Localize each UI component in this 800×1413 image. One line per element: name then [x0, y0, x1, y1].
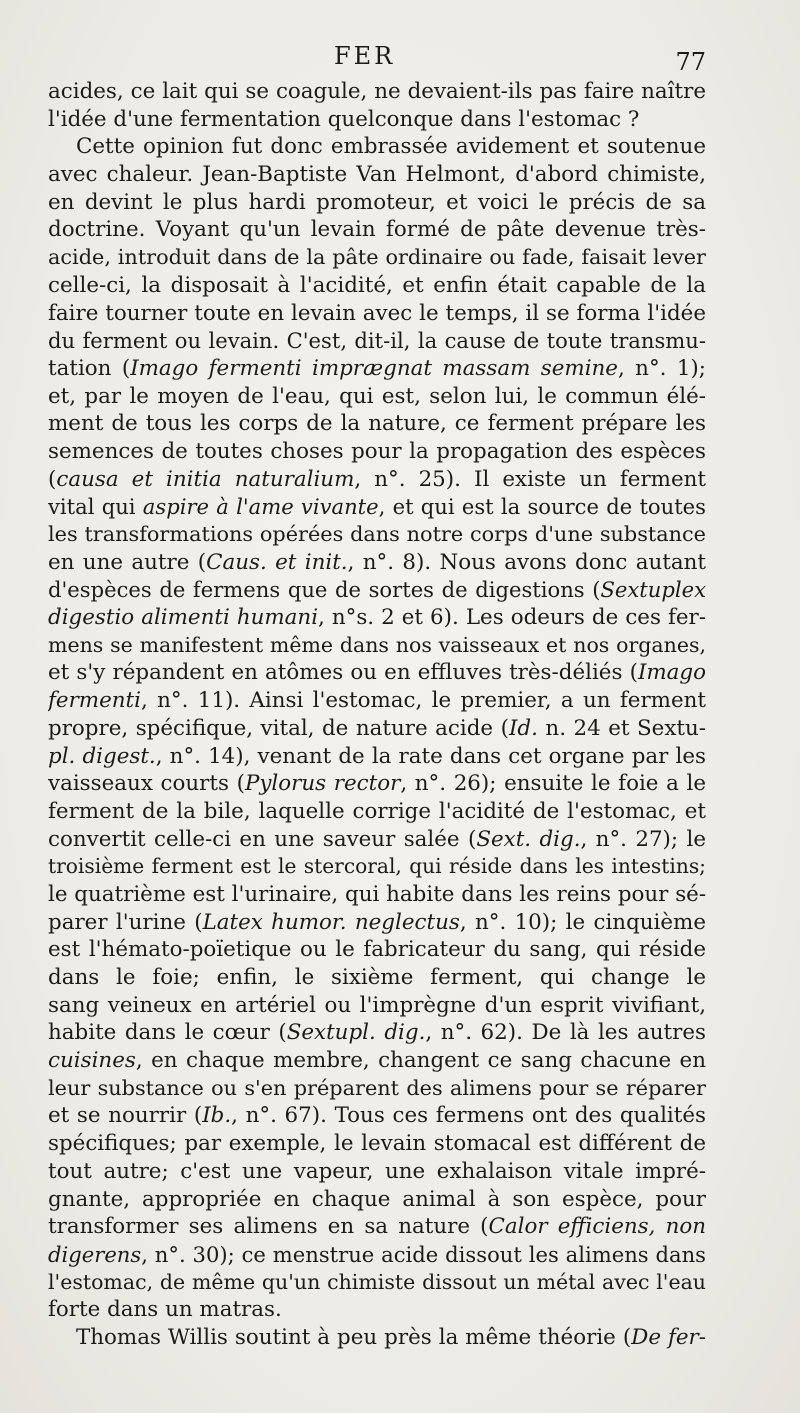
line-italic: Imago fermenti imprægnat massam semine [130, 355, 618, 381]
line-italic: Id. [508, 715, 538, 741]
line-roman: mens se manifestent même dans nos vaisseaux et nos organes, [48, 632, 706, 657]
line-roman: spécifiques; par exemple, le levain stomacal est différent de [48, 1131, 706, 1157]
line-roman: transformer ses alimens en sa nature ( [48, 1214, 489, 1240]
line-roman: ment de tous les corps de la nature, ce ferment prépare les [48, 411, 706, 437]
line-roman-after: , en chaque membre, changent ce sang chacune en [135, 1048, 706, 1074]
line-italic: pl. digest. [48, 743, 156, 769]
text-line [48, 521, 706, 549]
line-roman-after: , et qui est la source de toutes [378, 494, 706, 520]
text-line [48, 826, 706, 854]
line-italic: Latex humor. neglectus [202, 909, 460, 935]
text-line [48, 1269, 706, 1297]
line-roman: doctrine. Voyant qu'un levain formé de pâte devenue très- [48, 217, 706, 243]
line-roman: Thomas Willis soutint à peu près la même théorie ( [76, 1324, 632, 1350]
text-line [48, 244, 706, 272]
line-italic: Caus. et init. [206, 549, 348, 575]
text-line [48, 687, 706, 715]
line-roman-after: , n°. 25). Il existe un ferment [354, 466, 706, 492]
text-line [48, 1102, 706, 1130]
line-roman: propre, spécifique, vital, de nature acide ( [48, 715, 509, 741]
line-roman: et s'y répandent en atômes ou en effluves très-déliés ( [48, 660, 638, 686]
line-italic: Sextupl. dig. [286, 1020, 426, 1046]
line-roman: celle-ci, la disposait à l'acidité, et enfin était capable de la [48, 272, 706, 298]
line-roman: Cette opinion fut donc embrassée avidement et soutenue [76, 134, 706, 160]
text-line [48, 549, 706, 577]
text-line [48, 300, 706, 328]
text-line [48, 272, 706, 300]
line-roman: et, par le moyen de l'eau, qui est, selon lui, le commun élé- [48, 383, 706, 409]
line-roman-after: , n°. 14), venant de la rate dans cet organe par les [155, 743, 706, 769]
text-line [48, 466, 706, 494]
text-line [48, 410, 706, 438]
running-title: FER [334, 42, 396, 70]
text-line [48, 715, 706, 743]
text-line [48, 1213, 706, 1241]
text-line [48, 576, 706, 604]
line-roman: tout autre; c'est une vapeur, une exhalaison vitale impré- [48, 1158, 706, 1184]
text-line [48, 743, 706, 771]
line-italic: Calor efficiens, non [488, 1214, 706, 1240]
line-roman: vaisseaux courts ( [48, 771, 245, 797]
text-line [48, 1130, 706, 1158]
line-italic: cuisines [48, 1048, 136, 1074]
text-line [48, 1324, 706, 1352]
line-roman: en devint le plus hardi promoteur, et voici le précis de sa [48, 189, 706, 215]
line-roman: sang veineux en artériel ou l'imprègne d'un esprit vivifiant, [48, 992, 706, 1018]
line-roman-after: , n°s. 2 et 6). Les odeurs de ces fer- [318, 605, 706, 631]
line-roman: est l'hémato-poïetique ou le fabricateur du sang, qui réside [48, 937, 706, 963]
line-italic: causa et initia naturalium [56, 466, 355, 492]
text-line [48, 798, 706, 826]
line-italic: fermenti [48, 688, 141, 714]
text-line [48, 161, 706, 189]
line-roman: acide, introduit dans de la pâte ordinaire ou fade, faisait lever [48, 245, 706, 270]
text-line [48, 189, 706, 217]
line-roman-after: , n°. 11). Ainsi l'estomac, le premier, a un ferment [140, 688, 706, 714]
text-line [48, 1241, 706, 1269]
text-line [48, 964, 706, 992]
text-line [48, 909, 706, 937]
text-line [48, 1075, 706, 1103]
text-line [48, 1186, 706, 1214]
line-italic: digestio alimenti humani [48, 605, 319, 631]
line-roman: avec chaleur. Jean-Baptiste Van Helmont, d'abord chimiste, [48, 162, 706, 188]
text-line [48, 493, 706, 521]
line-roman: du ferment ou levain. C'est, dit-il, la cause de toute transmu- [48, 328, 706, 354]
text-line [48, 992, 706, 1020]
line-roman: troisième ferment est le stercoral, qui réside dans les intestins; [48, 854, 706, 879]
text-line [48, 78, 706, 106]
text-line [48, 133, 706, 161]
line-roman-after: , n°. 26); ensuite le foie a le [400, 771, 706, 797]
text-line [48, 438, 706, 466]
line-roman: gnante, appropriée en chaque animal à son espèce, pour [48, 1186, 706, 1212]
text-line [48, 1158, 706, 1186]
text-line [48, 1296, 706, 1324]
line-italic: Ib. [202, 1103, 232, 1129]
text-line [48, 1047, 706, 1075]
running-head [0, 40, 800, 80]
line-roman: habite dans le cœur ( [48, 1020, 287, 1046]
text-line [48, 881, 706, 909]
line-roman-after: , n°. 10); le cinquième [459, 909, 706, 935]
line-roman: vital qui [48, 494, 143, 520]
line-italic: Sext. dig. [476, 826, 581, 852]
line-roman-after: n. 24 et Sextu- [537, 715, 706, 741]
line-roman: convertit celle-ci en une saveur salée ( [48, 826, 477, 852]
line-roman-after: , n°. 27); le [580, 826, 706, 852]
text-line [48, 216, 706, 244]
line-roman: et se nourrir ( [48, 1103, 203, 1129]
page-number: 77 [675, 48, 706, 76]
text-line [48, 327, 706, 355]
line-roman-after: , n°. 30); ce menstrue acide dissout les alimens dans [141, 1241, 706, 1267]
line-roman: acides, ce lait qui se coagule, ne devaient-ils pas faire naître [48, 79, 706, 104]
line-roman: parer l'urine ( [48, 909, 203, 935]
text-line [48, 659, 706, 687]
line-italic: De fer- [631, 1324, 706, 1350]
text-line [48, 632, 706, 660]
text-line [48, 770, 706, 798]
line-italic: digerens [48, 1241, 142, 1267]
text-line [48, 106, 706, 134]
line-roman: tation ( [48, 355, 131, 381]
line-roman: semences de toutes choses pour la propagation des espèces [48, 438, 706, 464]
line-roman: dans le foie; enfin, le sixième ferment, qui change le [48, 965, 706, 990]
line-roman: ( [48, 466, 57, 492]
line-italic: Sextuplex [600, 577, 706, 603]
body-text [48, 78, 706, 1352]
line-italic: Pylorus rector [244, 771, 401, 797]
line-italic: Imago [637, 660, 706, 686]
line-roman: leur substance ou s'en préparent des alimens pour se réparer [48, 1075, 706, 1100]
line-roman: faire tourner toute en levain avec le temps, il se forma l'idée [48, 300, 706, 326]
line-roman-after: , n°. 67). Tous ces fermens ont des qualités [231, 1103, 706, 1129]
text-line [48, 383, 706, 411]
text-line [48, 853, 706, 881]
line-roman-after: , n°. 8). Nous avons donc autant [347, 549, 706, 575]
line-italic: aspire à l'ame vivante [142, 494, 379, 520]
text-line [48, 355, 706, 383]
line-roman: l'estomac, de même qu'un chimiste dissout un métal avec l'eau [48, 1269, 706, 1294]
text-line [48, 1019, 706, 1047]
line-roman: d'espèces de fermens que de sortes de digestions ( [48, 577, 601, 603]
line-roman: ferment de la bile, laquelle corrige l'acidité de l'estomac, et [48, 798, 706, 824]
line-roman: les transformations opérées dans notre corps d'une substance [48, 522, 706, 546]
line-roman-after: , n°. 1); [617, 355, 706, 381]
line-roman: l'idée d'une fermentation quelconque dans l'estomac ? [48, 106, 640, 132]
line-roman-after: , n°. 62). De là les autres [425, 1020, 706, 1046]
text-line [48, 604, 706, 632]
line-roman: le quatrième est l'urinaire, qui habite dans les reins pour sé- [48, 881, 706, 907]
line-roman: forte dans un matras. [48, 1297, 282, 1323]
text-line [48, 936, 706, 964]
line-roman: en une autre ( [48, 549, 207, 575]
